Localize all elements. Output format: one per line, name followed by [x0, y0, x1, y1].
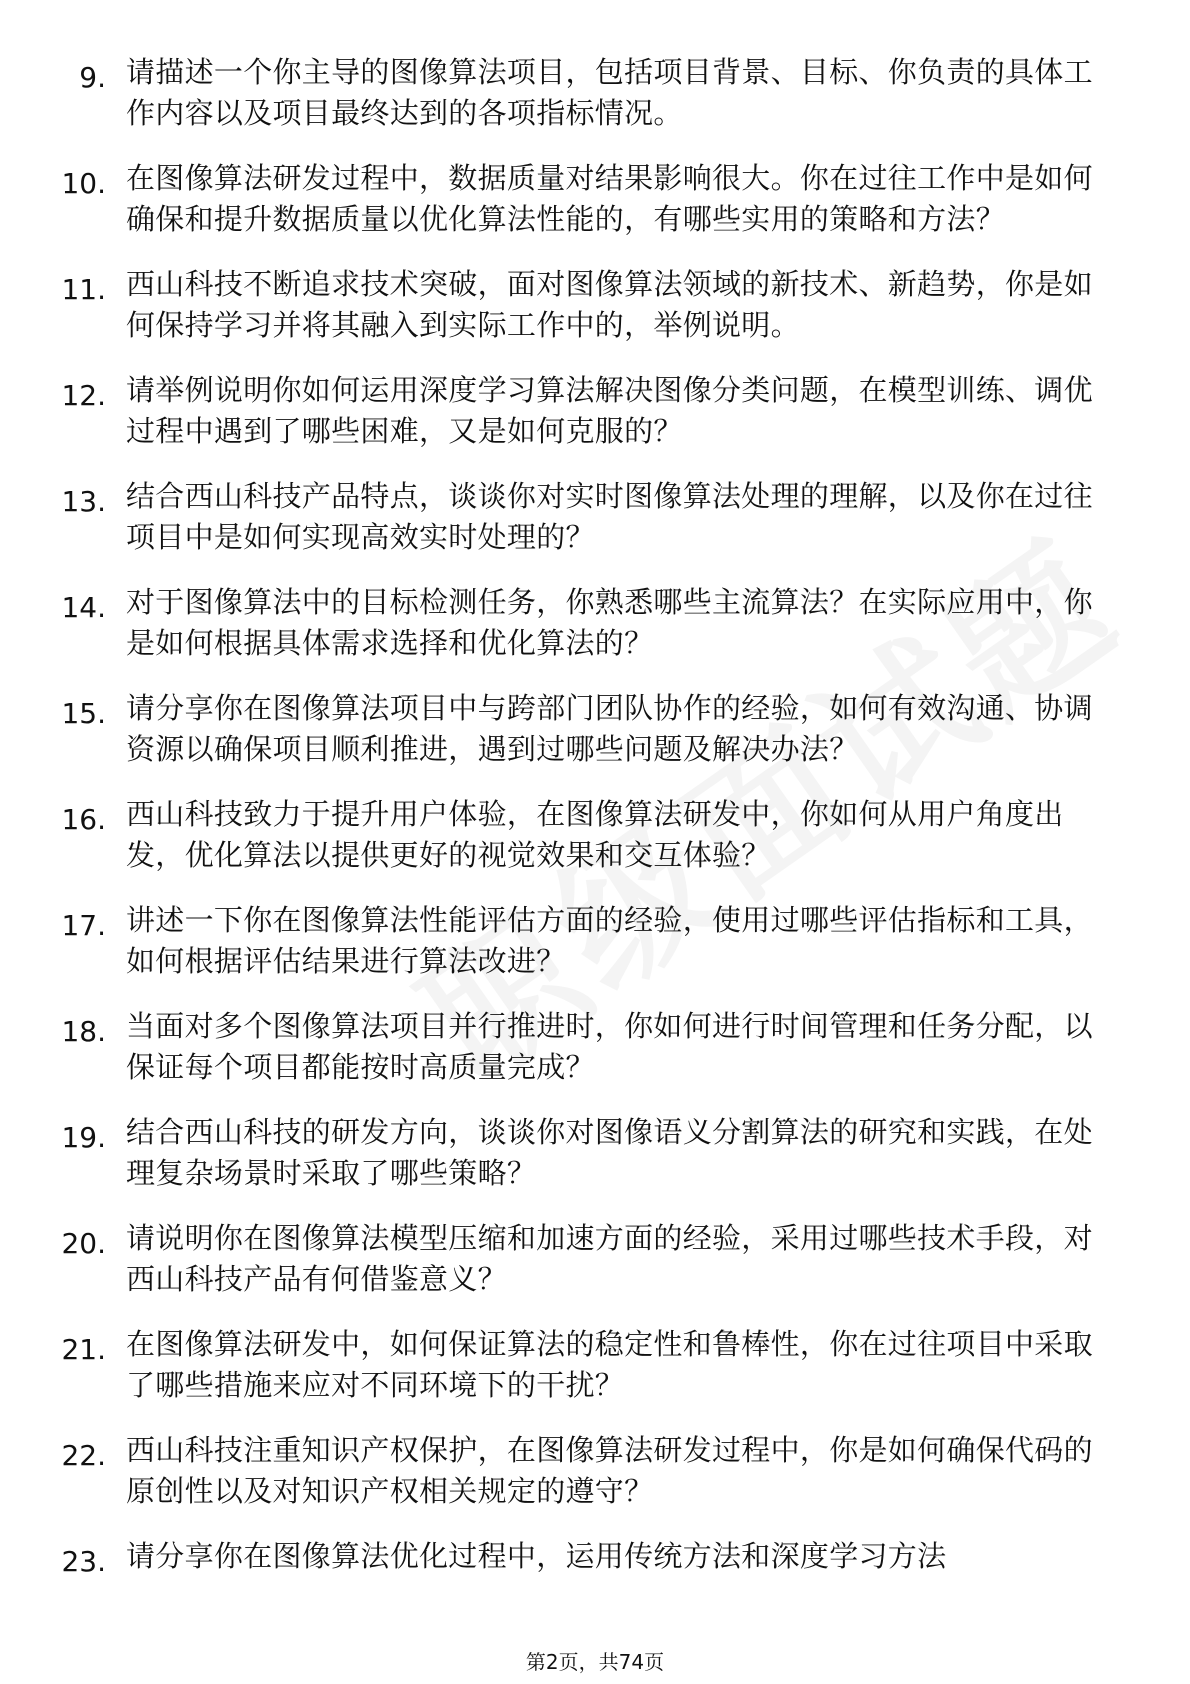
- question-text: 结合西山科技的研发方向，谈谈你对图像语义分割算法的研究和实践，在处理复杂场景时采取了哪些策略？: [126, 1115, 1093, 1190]
- question-number: 23.: [61, 1545, 106, 1578]
- question-number: 14.: [61, 591, 106, 624]
- question-item: [0, 1324, 1190, 1406]
- question-text: 西山科技不断追求技术突破，面对图像算法领域的新技术、新趋势，你是如何保持学习并将其融入到实际工作中的，举例说明。: [126, 267, 1093, 342]
- question-number: 22.: [61, 1439, 106, 1472]
- question-number: 11.: [61, 273, 106, 306]
- question-number: 10.: [61, 167, 106, 200]
- question-text: 请分享你在图像算法项目中与跨部门团队协作的经验，如何有效沟通、协调资源以确保项目顺利推进，遇到过哪些问题及解决办法？: [126, 691, 1093, 766]
- question-number: 9.: [79, 61, 106, 94]
- question-item: [0, 688, 1190, 770]
- question-item: [0, 264, 1190, 346]
- question-text: 西山科技注重知识产权保护，在图像算法研发过程中，你是如何确保代码的原创性以及对知识产权相关规定的遵守？: [126, 1433, 1093, 1508]
- question-text: 在图像算法研发过程中，数据质量对结果影响很大。你在过往工作中是如何确保和提升数据质量以优化算法性能的，有哪些实用的策略和方法？: [126, 161, 1093, 236]
- question-number: 18.: [61, 1015, 106, 1048]
- question-text: 讲述一下你在图像算法性能评估方面的经验，使用过哪些评估指标和工具，如何根据评估结果进行算法改进？: [126, 903, 1093, 978]
- question-number: 13.: [61, 485, 106, 518]
- question-text: 在图像算法研发中，如何保证算法的稳定性和鲁棒性，你在过往项目中采取了哪些措施来应对不同环境下的干扰？: [126, 1327, 1093, 1402]
- question-text: 请说明你在图像算法模型压缩和加速方面的经验，采用过哪些技术手段，对西山科技产品有何借鉴意义？: [126, 1221, 1093, 1296]
- question-number: 16.: [61, 803, 106, 836]
- question-number: 20.: [61, 1227, 106, 1260]
- question-item: [0, 370, 1190, 452]
- question-item: [0, 1430, 1190, 1512]
- question-number: 12.: [61, 379, 106, 412]
- question-item: [0, 1536, 1190, 1577]
- question-text: 请分享你在图像算法优化过程中，运用传统方法和深度学习方法: [126, 1539, 947, 1573]
- question-text: 结合西山科技产品特点，谈谈你对实时图像算法处理的理解，以及你在过往项目中是如何实现高效实时处理的？: [126, 479, 1093, 554]
- question-item: [0, 1112, 1190, 1194]
- question-number: 21.: [61, 1333, 106, 1366]
- question-item: [0, 1006, 1190, 1088]
- question-item: [0, 476, 1190, 558]
- question-list: [0, 52, 1190, 1601]
- question-item: [0, 582, 1190, 664]
- question-number: 19.: [61, 1121, 106, 1154]
- question-text: 请描述一个你主导的图像算法项目，包括项目背景、目标、你负责的具体工作内容以及项目最终达到的各项指标情况。: [126, 55, 1093, 130]
- question-number: 15.: [61, 697, 106, 730]
- question-item: [0, 158, 1190, 240]
- question-item: [0, 52, 1190, 134]
- page-footer: 第2页，共74页: [525, 1650, 665, 1674]
- question-text: 西山科技致力于提升用户体验，在图像算法研发中，你如何从用户角度出发，优化算法以提供更好的视觉效果和交互体验？: [126, 797, 1064, 872]
- question-text: 当面对多个图像算法项目并行推进时，你如何进行时间管理和任务分配，以保证每个项目都能按时高质量完成？: [126, 1009, 1093, 1084]
- question-item: [0, 794, 1190, 876]
- question-text: 请举例说明你如何运用深度学习算法解决图像分类问题，在模型训练、调优过程中遇到了哪些困难，又是如何克服的？: [126, 373, 1093, 448]
- question-text: 对于图像算法中的目标检测任务，你熟悉哪些主流算法？在实际应用中，你是如何根据具体需求选择和优化算法的？: [126, 585, 1093, 660]
- question-item: [0, 900, 1190, 982]
- question-item: [0, 1218, 1190, 1300]
- question-number: 17.: [61, 909, 106, 942]
